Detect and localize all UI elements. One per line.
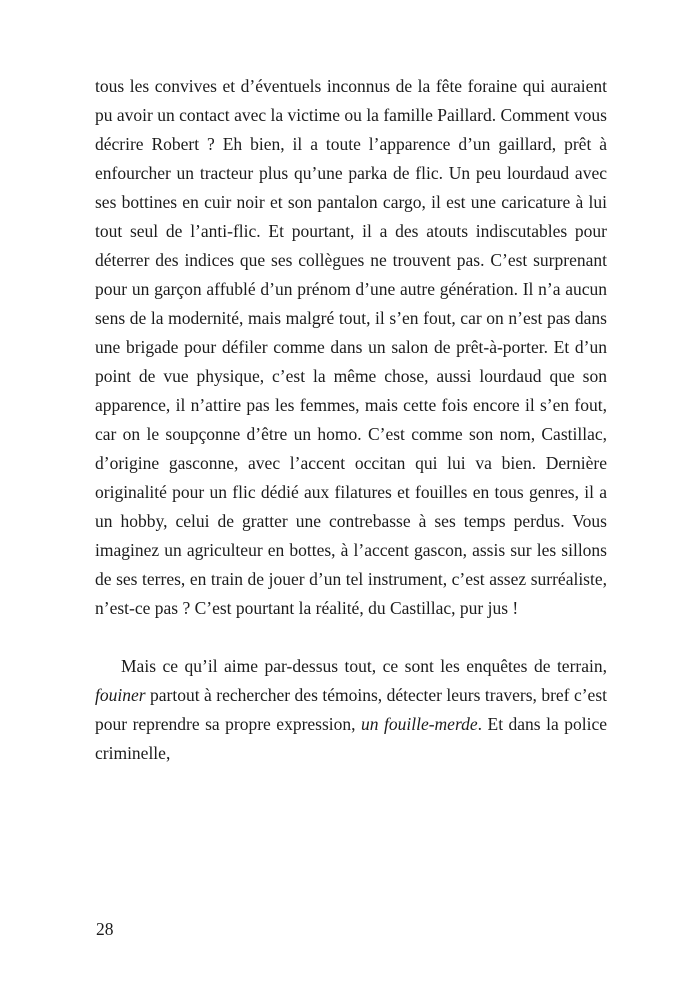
paragraph-2-text-c: . Et dans la police criminelle, [95, 714, 607, 763]
italic-phrase-fouille-merde: un fouille-merde [361, 714, 478, 734]
paragraph-2-text-b: partout à rechercher des témoins, détecter leurs travers, bref c’est pour reprendre sa propre expression, [95, 685, 607, 734]
italic-word-fouiner: fouiner [95, 685, 146, 705]
paragraph-1 [95, 72, 607, 623]
paragraph-2 [95, 652, 607, 768]
page-number: 28 [96, 919, 114, 939]
paragraph-1-text: tous les convives et d’éventuels inconnus de la fête foraine qui auraient pu avoir un contact avec la victime ou la famille Paillard. Comment vous décrire Robert ? Eh bien, il a toute l’apparence d’un gaillard, prêt à enfourcher un tracteur plus qu’une parka de flic. Un peu lourdaud avec ses bottines en cuir noir et son pantalon cargo, il est une caricature à lui tout seul de l’anti-flic. Et pourtant, il a des atouts indiscutables pour déterrer des indices que ses collègues ne trouvent pas. C’est surprenant pour un garçon affublé d’un prénom d’une autre génération. Il n’a aucun sens de la modernité, mais malgré tout, il s’en fout, car on n’est pas dans une brigade pour défiler comme dans un salon de prêt-à-porter. Et d’un point de vue physique, c’est la même chose, aussi lourdaud que son apparence, il n’attire pas les femmes, mais cette fois encore il s’en fout, car on le soupçonne d’être un homo. C’est comme son nom, Castillac, d’origine gasconne, avec l’accent occitan qui lui va bien. Dernière originalité pour un flic dédié aux filatures et fouilles en tous genres, il a un hobby, celui de gratter une contrebasse à ses temps perdus. Vous imaginez un agriculteur en bottes, à l’accent gascon, assis sur les sillons de ses terres, en train de jouer d’un tel instrument, c’est assez surréaliste, n’est-ce pas ? C’est pourtant la réalité, du Castillac, pur jus ! [95, 76, 607, 618]
paragraph-2-text-a: Mais ce qu’il aime par-dessus tout, ce sont les enquêtes de terrain, [121, 656, 607, 676]
page-text [95, 72, 607, 768]
